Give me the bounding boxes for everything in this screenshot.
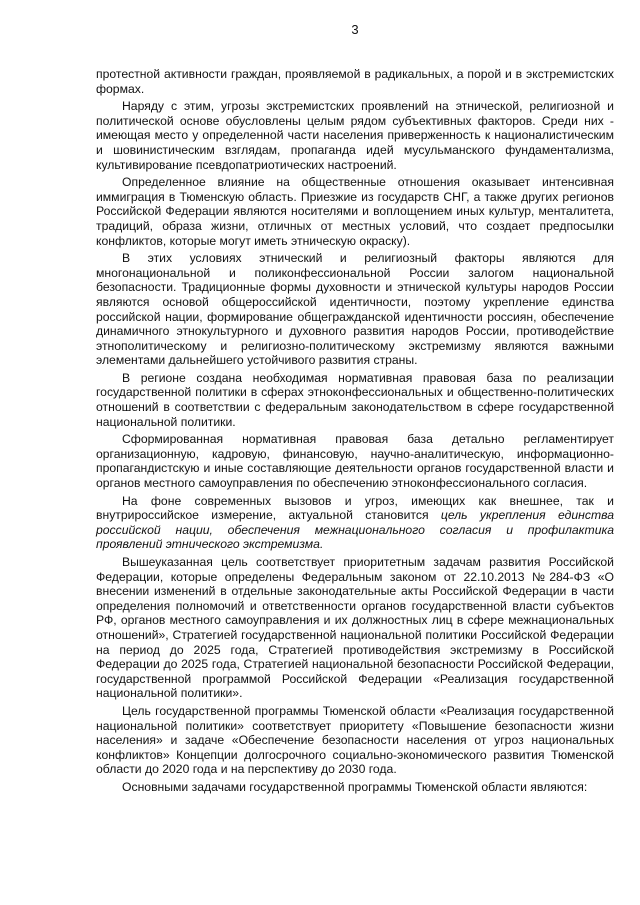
paragraph-regional-priority: Цель государственной программы Тюменской области «Реализация государственной национальной политики» соответствует приоритету «Повышение безопасности жизни населения» и задаче «Обеспечение безопасности населения от угроз национальных конфликтов» Концепции долгосрочного социально-экономического развития Тюменской области до 2020 года и на перспективу до 2030 года.	[96, 703, 614, 777]
paragraph-federal-priorities: Вышеуказанная цель соответствует приоритетным задачам развития Российской Федерации, которые определены Федеральным законом от 22.10.2013 №284-ФЗ «О внесении изменений в отдельные законодательные акты Российской Федерации в части определения полномочий и ответственности органов государственной власти субъектов РФ, органов местного самоуправления и их должностных лиц в сфере межнациональных отношений», Стратегией государственной национальной политики Российской Федерации на период до 2025 года, Стратегией противодействия экстремизму в Российской Федерации до 2025 года, Стратегией национальной безопасности Российской Федерации, государственной программой Российской Федерации «Реализация государственной национальной политики».	[96, 555, 614, 701]
paragraph-main-tasks: Основными задачами государственной программы Тюменской области являются:	[122, 779, 588, 794]
program-goal-emphasis: цель укрепления единства российской нации, обеспечения межнационального согласия и профилактика проявлений этнического экстремизма.	[96, 508, 614, 552]
paragraph-regulatory-base: В регионе создана необходимая нормативная правовая база по реализации государственной политики в сферах этноконфессиональных и общественно-политических отношений в соответствии с федеральным законодательством в сфере государственной национальной политики.	[96, 370, 614, 429]
paragraph-regulatory-details: Сформированная нормативная правовая база детально регламентирует организационную, кадровую, финансовую, научно-аналитическую, информационно-пропагандистскую и иные составляющие деятельности органов государственной власти и органов местного самоуправления по обеспечению этноконфессионального согласия.	[96, 432, 614, 491]
paragraph-program-goal	[96, 494, 614, 552]
paragraph-program-goal-lead: На фоне современных вызовов и угроз, имеющих как внешнее, так и внутрироссийское измерение, актуальной становится	[96, 493, 614, 523]
paragraph-subjective-factors: Наряду с этим, угрозы экстремистских проявлений на этнической, религиозной и политической основе обусловлены целым рядом субъективных факторов. Среди них - имеющая место у определенной части населения приверженность к националистическим и шовинистическим взглядам, пропаганда идей мусульманского фундаментализма, культивирование псевдопатриотических настроений.	[96, 99, 614, 172]
page-number: 3	[351, 22, 359, 37]
paragraph-protest-activity: протестной активности граждан, проявляемой в радикальных, а порой и в экстремистских формах.	[96, 67, 614, 96]
paragraph-ethnic-religious-factors: В этих условиях этнический и религиозный факторы являются для многонациональной и поликонфессиональной России залогом национальной безопасности. Традиционные формы духовности и этнической культуры народов России являются основой общероссийской идентичности, поэтому укрепление единства российской нации, формирование общегражданской идентичности россиян, обеспечение динамичного этнокультурного и духовного развития народов России, противодействие этнополитическому и религиозно-политическому экстремизму являются важными элементами дальнейшего устойчивого развития страны.	[96, 251, 614, 368]
document-page	[96, 22, 614, 795]
paragraph-immigration: Определенное влияние на общественные отношения оказывает интенсивная иммиграция в Тюменскую область. Приезжие из государств СНГ, а также других регионов Российской Федерации являются носителями и воплощением иных культур, менталитета, традиций, образа жизни, отличных от местных условий, что создает предпосылки конфликтов, которые могут иметь этническую окраску).	[96, 175, 614, 248]
